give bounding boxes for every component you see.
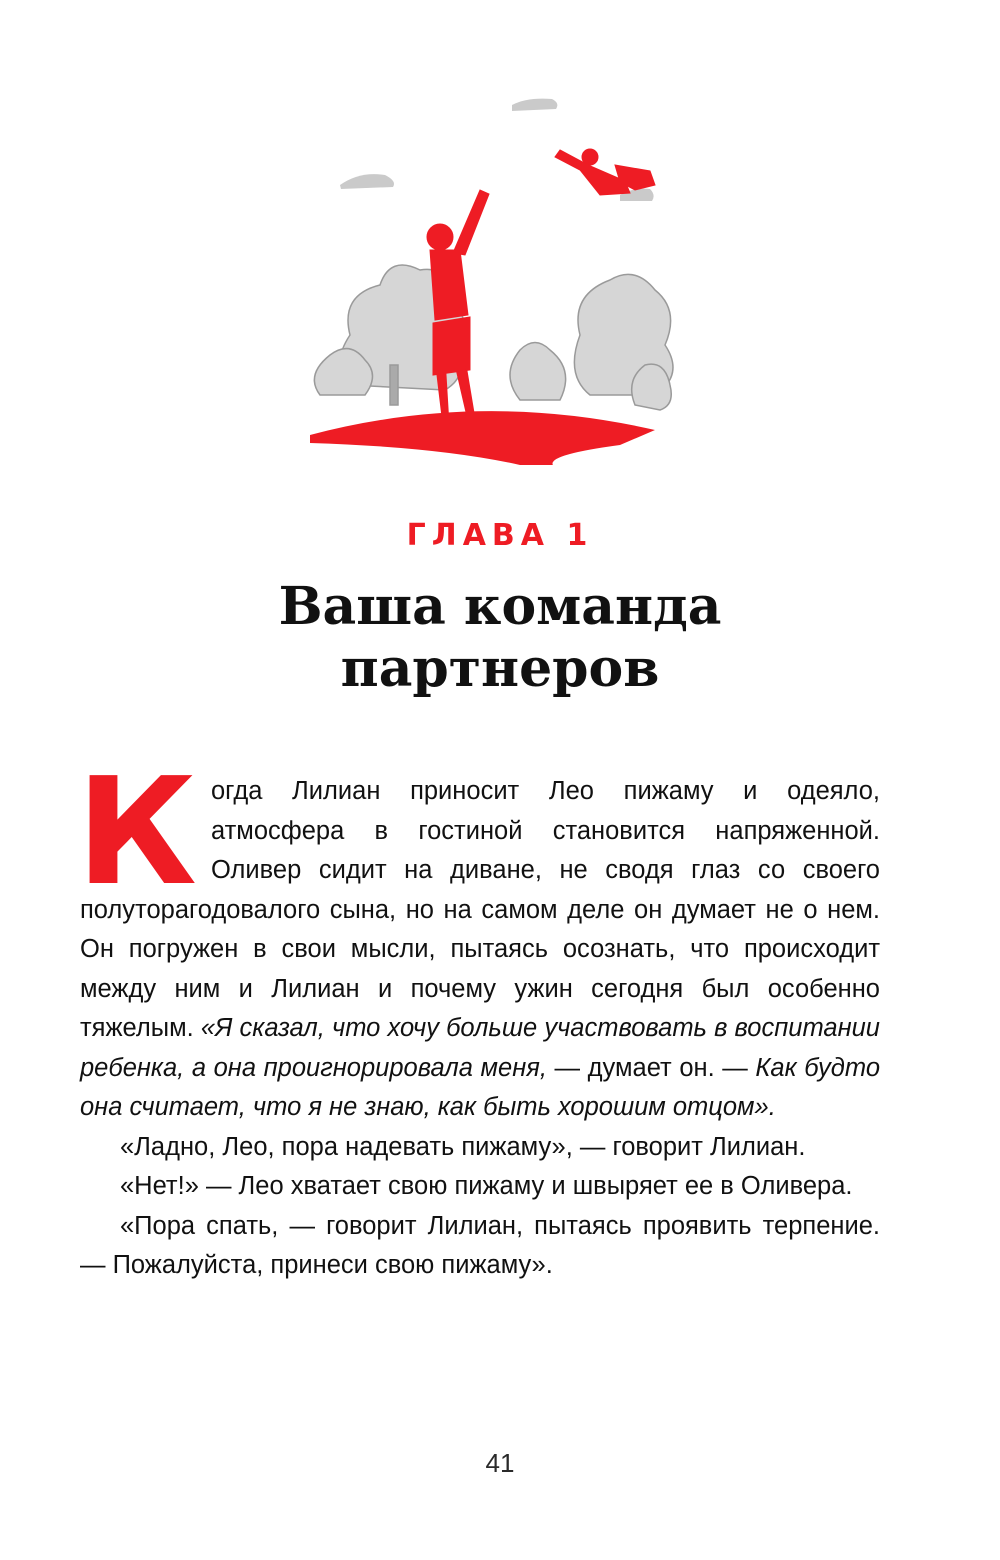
paragraph-4: «Пора спать, — говорит Лилиан, пытаясь проявить терпение. — Пожалуйста, принеси свою пижаму». xyxy=(80,1211,880,1279)
page-number: 41 xyxy=(485,1448,515,1478)
chapter-title-line1: Ваша команда xyxy=(278,576,722,637)
chapter-label: ГЛАВА 1 xyxy=(406,518,594,553)
father-tossing-child-icon xyxy=(290,85,680,465)
body-text xyxy=(76,746,880,1286)
drop-cap: К xyxy=(76,746,197,918)
paragraph-text: — думает он. — xyxy=(546,1053,756,1082)
chapter-title xyxy=(0,576,1000,700)
chapter-title-line2: партнеров xyxy=(340,638,660,699)
paragraph-3: «Нет!» — Лео хватает свою пижаму и швыряет ее в Оливера. xyxy=(120,1172,853,1200)
italic-quote: «Я сказал, что хочу больше участвовать в воспитании ребенка, а она проигнорировала меня, xyxy=(80,1014,880,1082)
italic-quote: Как будто она считает, что я не знаю, как быть хорошим отцом». xyxy=(80,1053,880,1121)
paragraph-text: огда Лилиан приносит Лео пижаму и одеяло, атмосфера в гостиной становится напряженной. Оливер сидит на диване, не сводя глаз со своего полуторагодовалого сына, но на самом деле он думает не о нем. Он погружен в свои мысли, пытаясь осознать, что происходит между ним и Лилиан и почему ужин сегодня был особенно тяжелым. xyxy=(80,777,880,1042)
paragraph-2: «Ладно, Лео, пора надевать пижаму», — говорит Лилиан. xyxy=(120,1132,806,1161)
paragraph-1 xyxy=(76,746,880,1128)
father-tossing-child-illustration xyxy=(290,85,680,465)
